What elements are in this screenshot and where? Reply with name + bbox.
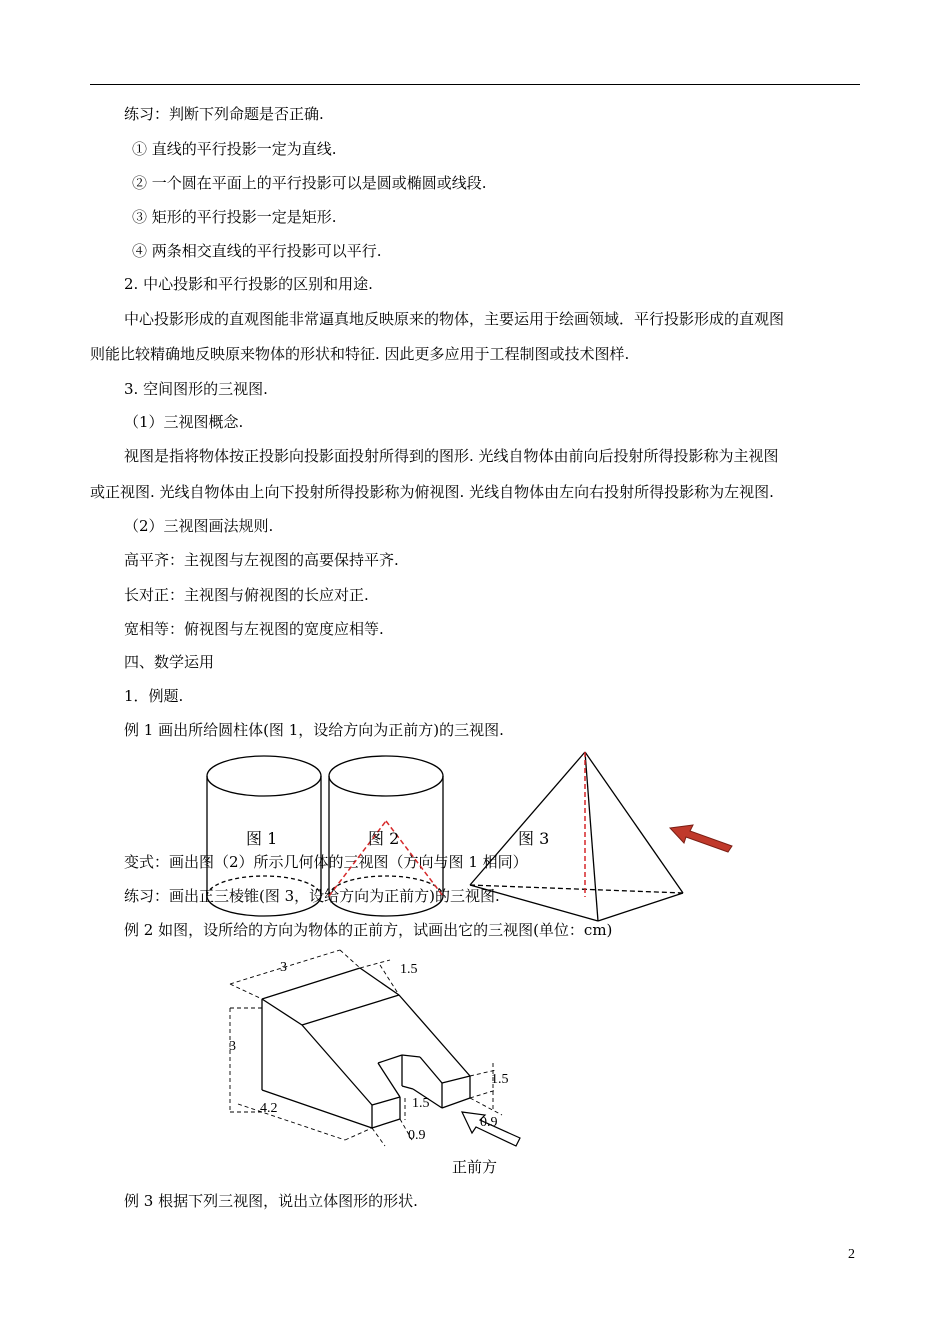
text-line: ③ 矩形的平行投影一定是矩形. bbox=[132, 208, 337, 226]
text-line: 视图是指将物体按正投影向投影面投射所得到的图形. 光线自物体由前向后投射所得投影称为主视图 bbox=[124, 447, 779, 465]
text-line: 中心投影形成的直观图能非常逼真地反映原来的物体，主要运用于绘画领域．平行投影形成的直观图 bbox=[124, 310, 785, 328]
text-line: 3. 空间图形的三视图. bbox=[124, 380, 268, 398]
text-line: 长对正：主视图与俯视图的长应对正. bbox=[124, 586, 369, 604]
text-line: ② 一个圆在平面上的平行投影可以是圆或椭圆或线段. bbox=[132, 174, 487, 192]
dim-label: 1.5 bbox=[412, 1096, 430, 1111]
page-number: 2 bbox=[848, 1247, 855, 1262]
dim-label: 1.5 bbox=[400, 962, 418, 977]
text-line: 例 3 根据下列三视图，说出立体图形的形状. bbox=[124, 1192, 418, 1210]
text-line: 则能比较精确地反映原来物体的形状和特征. 因此更多应用于工程制图或技术图样. bbox=[90, 345, 630, 363]
text-line: 高平齐：主视图与左视图的高要保持平齐. bbox=[124, 551, 399, 569]
text-line: ④ 两条相交直线的平行投影可以平行. bbox=[132, 242, 382, 260]
dim-label: 0.9 bbox=[408, 1128, 426, 1143]
dim-label: 3 bbox=[280, 960, 287, 975]
figure-3-label: 图 3 bbox=[518, 829, 550, 848]
text-line: ① 直线的平行投影一定为直线. bbox=[132, 140, 337, 158]
text-line: 例 2 如图，设所给的方向为物体的正前方，试画出它的三视图(单位：cm) bbox=[124, 921, 613, 939]
text-line: 2. 中心投影和平行投影的区别和用途. bbox=[124, 275, 373, 293]
figure-1-label: 图 1 bbox=[246, 829, 278, 848]
text-line: 变式：画出图（2）所示几何体的三视图（方向与图 1 相同） bbox=[124, 853, 528, 871]
text-line: 四、数学运用 bbox=[124, 653, 215, 671]
dim-label: 3 bbox=[229, 1039, 236, 1054]
dim-label: 4.2 bbox=[260, 1101, 278, 1116]
dim-label: 1.5 bbox=[491, 1072, 509, 1087]
text-line: 1．例题. bbox=[124, 687, 184, 705]
direction-caption: 正前方 bbox=[452, 1158, 498, 1176]
text-line: （1）三视图概念. bbox=[124, 413, 244, 431]
text-line: 练习：判断下列命题是否正确. bbox=[124, 105, 324, 123]
text-line: 例 1 画出所给圆柱体(图 1，设给方向为正前方)的三视图. bbox=[124, 721, 504, 739]
dim-label: 0.9 bbox=[480, 1115, 498, 1130]
text-line: 或正视图. 光线自物体由上向下投射所得投影称为俯视图. 光线自物体由左向右投射所得投影称为左视图. bbox=[90, 483, 774, 501]
text-line: 宽相等：俯视图与左视图的宽度应相等. bbox=[124, 620, 384, 638]
figure-2-label: 图 2 bbox=[368, 829, 400, 848]
text-line: （2）三视图画法规则. bbox=[124, 517, 274, 535]
text-line: 练习：画出正三棱锥(图 3，设给方向为正前方)的三视图. bbox=[124, 887, 500, 905]
